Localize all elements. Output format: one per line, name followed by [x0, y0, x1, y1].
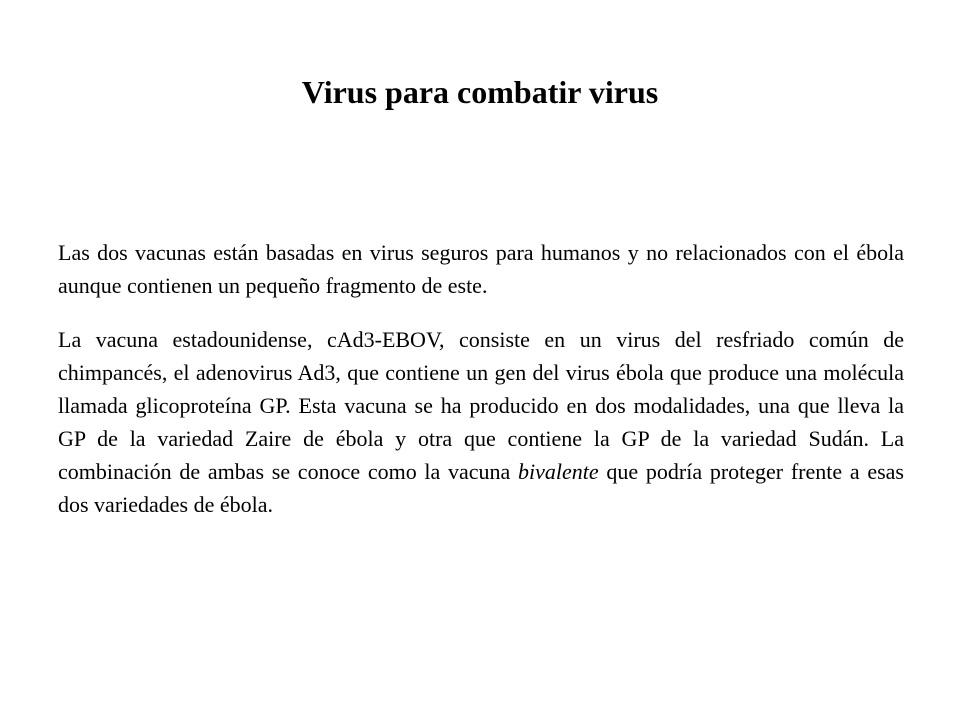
paragraph-text-after-italic: que podría proteger frente a esas dos variedades de ébola. [58, 459, 904, 517]
italic-term-bivalente: bivalente [518, 459, 599, 484]
slide-title: Virus para combatir virus [301, 74, 659, 110]
paragraph-text-before-italic: La vacuna estadounidense, cAd3-EBOV, consiste en un virus del resfriado común de chimpancés, el adenovirus Ad3, que contiene un gen del virus ébola que produce una molécula llamada glicoproteína GP. Esta vacuna se ha producido en dos modalidades, una que lleva la GP de la variedad Zaire de ébola y otra que contiene la GP de la variedad Sudán. La combinación de ambas se conoce como la vacuna [58, 327, 904, 484]
paragraph-intro: Las dos vacunas están basadas en virus seguros para humanos y no relacionados con el ébola aunque contienen un pequeño fragmento de este. [58, 240, 904, 298]
paragraph-vaccine-description [58, 323, 904, 521]
slide-body [58, 236, 904, 521]
